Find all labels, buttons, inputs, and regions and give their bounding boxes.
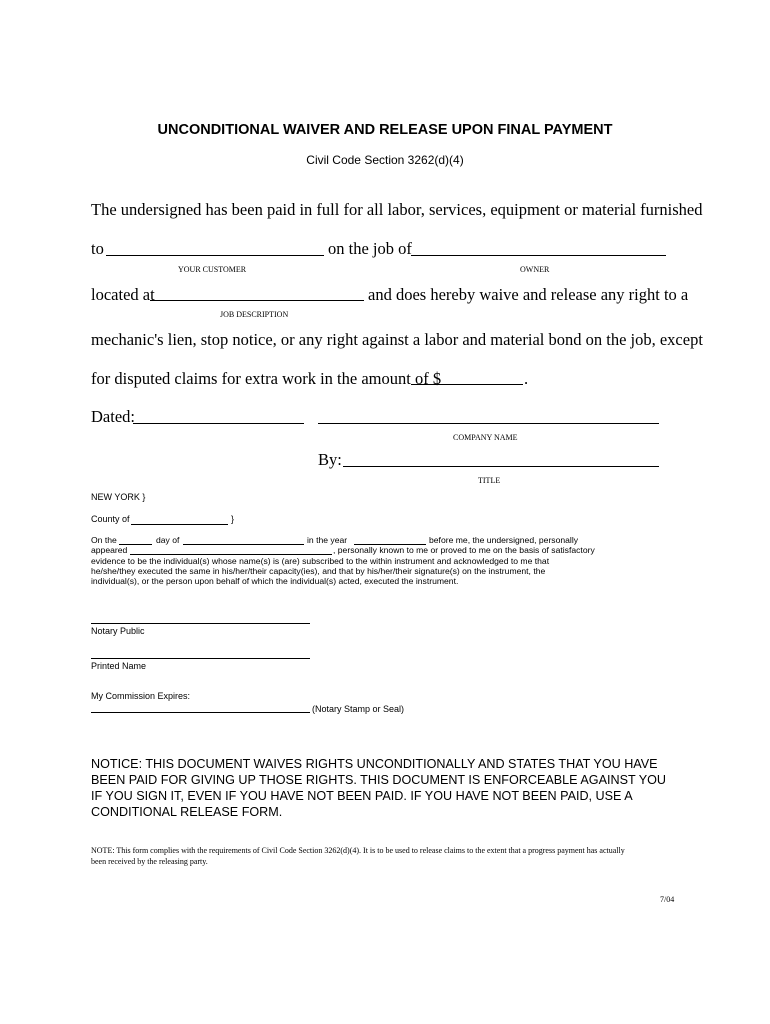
date-field[interactable] [133,423,304,424]
footnote-line-1: NOTE: This form complies with the requirements of Civil Code Section 3262(d)(4). It is to be used to release claims to the extent that a progress payment has actually [91,846,625,855]
job-description-caption: JOB DESCRIPTION [220,310,289,319]
on-job-label: on the job of [328,239,412,258]
disputed-claims-period: . [524,369,529,388]
notary-public-label: Notary Public [91,626,145,636]
footnote-line-2: been received by the releasing party. [91,857,208,866]
notary-appeared: appeared [91,545,128,555]
document-title: UNCONDITIONAL WAIVER AND RELEASE UPON FINAL PAYMENT [157,122,613,138]
notice-line-4: CONDITIONAL RELEASE FORM. [91,805,283,819]
notary-text-line3: evidence to be the individual(s) whose name(s) is (are) subscribed to the within instrument and acknowledged to me that [91,556,550,566]
notary-text-line4: he/she/they executed the same in his/her/their capacity(ies), and that by his/her/their signature(s) on the instrument, the [91,566,546,576]
disputed-amount-field[interactable] [411,384,523,385]
commission-expires-label: My Commission Expires: [91,691,191,701]
notary-month-field[interactable] [183,544,304,545]
notary-text-line5: individual(s), or the person upon behalf of which the individual(s) acted, executed the instrument. [91,576,459,586]
notary-in-the-year: in the year [307,535,348,545]
notary-public-signature-field[interactable] [91,623,310,624]
owner-caption: OWNER [520,265,550,274]
disputed-claims-label: for disputed claims for extra work in the amount of $ [91,369,442,388]
signature-field[interactable] [343,466,659,467]
located-label: located at [91,285,155,304]
job-description-field[interactable] [150,300,364,301]
printed-name-label: Printed Name [91,661,147,671]
paid-statement-line: The undersigned has been paid in full for all labor, services, equipment or material furnished [91,200,703,219]
to-label: to [91,239,104,258]
document-subtitle: Civil Code Section 3262(d)(4) [306,153,464,167]
county-label: County of [91,514,130,524]
notary-day-of: day of [156,535,180,545]
notice-line-1: NOTICE: THIS DOCUMENT WAIVES RIGHTS UNCONDITIONALLY AND STATES THAT YOU HAVE [91,757,658,771]
county-close-brace: } [231,514,235,524]
company-name-field[interactable] [318,423,659,424]
printed-name-field[interactable] [91,658,310,659]
dated-label: Dated: [91,407,135,426]
title-caption: TITLE [478,476,501,485]
notary-appeared-field[interactable] [130,554,332,555]
notice-line-3: IF YOU SIGN IT, EVEN IF YOU HAVE NOT BEEN PAID. IF YOU HAVE NOT BEEN PAID, USE A [91,789,633,803]
county-field[interactable] [131,524,228,525]
notary-before-me: before me, the undersigned, personally [429,535,579,545]
notary-personally-known: , personally known to me or proved to me on the basis of satisfactory [333,545,595,555]
waiver-statement: and does hereby waive and release any right to a [368,285,689,304]
customer-field[interactable] [106,255,324,256]
notary-state: NEW YORK } [91,492,146,502]
commission-expires-field[interactable] [91,712,310,713]
by-label: By: [318,450,342,469]
revision-date: 7/04 [660,895,675,904]
notice-line-2: BEEN PAID FOR GIVING UP THOSE RIGHTS. THIS DOCUMENT IS ENFORCEABLE AGAINST YOU [91,773,666,787]
notary-on-the: On the [91,535,117,545]
owner-field[interactable] [411,255,666,256]
lien-statement-line: mechanic's lien, stop notice, or any right against a labor and material bond on the job, except [91,330,703,349]
notary-stamp-label: (Notary Stamp or Seal) [312,704,405,714]
customer-caption: YOUR CUSTOMER [178,265,247,274]
company-name-caption: COMPANY NAME [453,433,518,442]
